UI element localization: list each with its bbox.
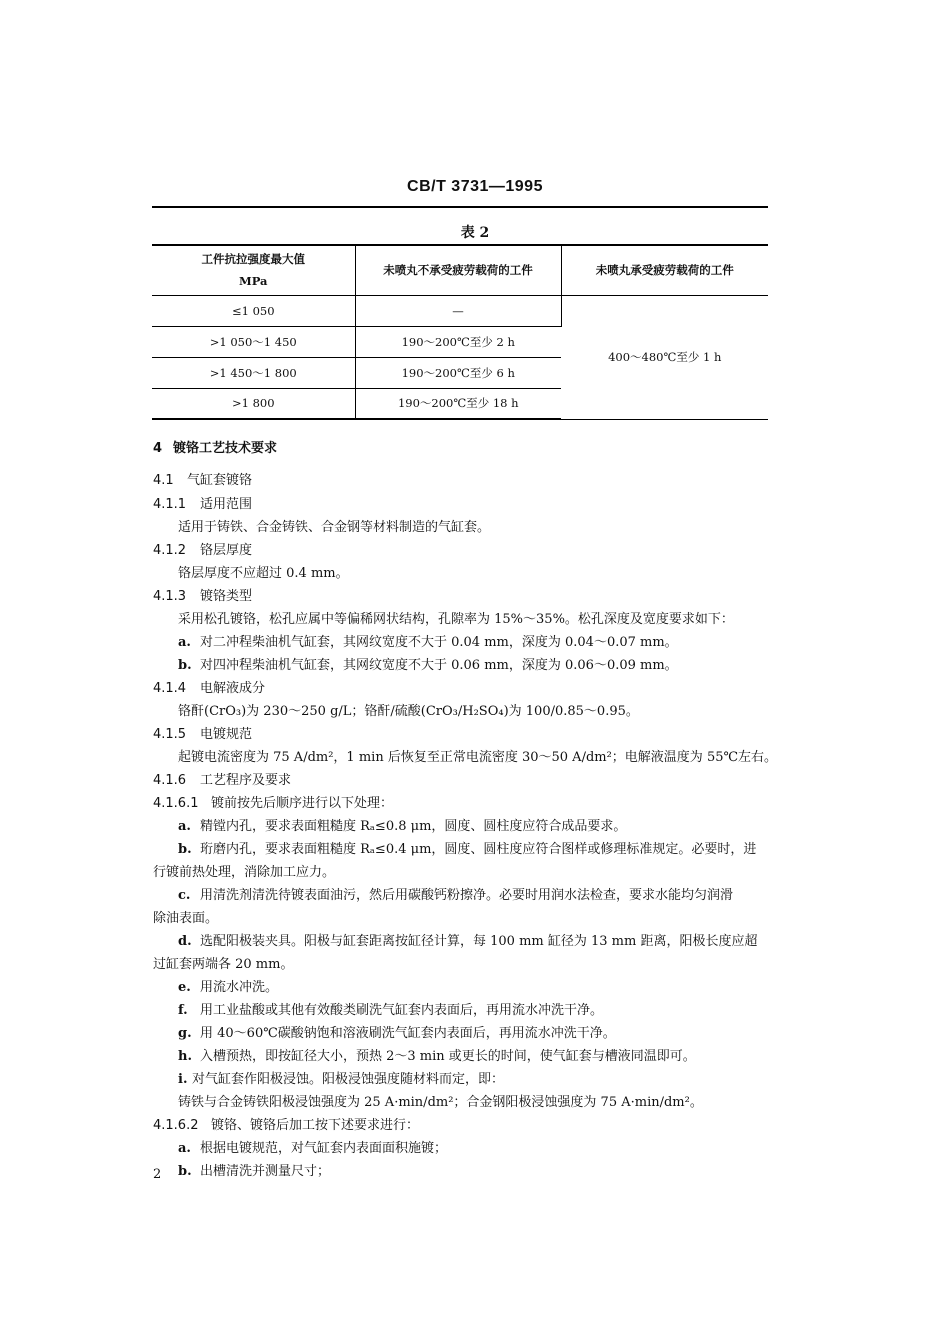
cell-strength: >1 450～1 800 bbox=[152, 357, 355, 388]
heading-4-1-2-number: 4.1.2 bbox=[153, 543, 187, 558]
section-4-heading bbox=[153, 438, 277, 460]
heading-4-1-2-title: 铬层厚度 bbox=[200, 543, 253, 558]
standard-header: CB/T 3731—1995 bbox=[407, 178, 543, 195]
cell-strength: >1 050～1 450 bbox=[152, 326, 355, 357]
item-label: a. bbox=[178, 1141, 191, 1156]
item-label: a. bbox=[178, 635, 191, 650]
item-label: i. bbox=[178, 1072, 188, 1087]
table-2 bbox=[152, 244, 768, 420]
list-item-4-1-3-a bbox=[178, 632, 678, 654]
heading-4-1-2 bbox=[153, 540, 252, 562]
paragraph-4-1-2: 铬层厚度不应超过 0.4 mm。 bbox=[178, 566, 349, 581]
section-4-title: 镀铬工艺技术要求 bbox=[173, 441, 278, 456]
heading-4-1-6-1-title: 镀前按先后顺序进行以下处理： bbox=[211, 796, 394, 811]
heading-4-1-6-2-number: 4.1.6.2 bbox=[153, 1118, 199, 1133]
item-label: g. bbox=[178, 1026, 192, 1041]
page-number: 2 bbox=[153, 1167, 162, 1182]
item-text: 用 40～60℃碳酸钠饱和溶液刷洗气缸套内表面后，再用流水冲洗干净。 bbox=[200, 1026, 616, 1041]
heading-4-1-3-number: 4.1.3 bbox=[153, 589, 187, 604]
heading-4-1-5 bbox=[153, 724, 252, 746]
header-fatigue: 未喷丸承受疲劳载荷的工件 bbox=[561, 245, 768, 295]
header-strength-label: 工件抗拉强度最大值 bbox=[201, 252, 305, 267]
heading-4-1-6-1-number: 4.1.6.1 bbox=[153, 796, 199, 811]
list-item-f bbox=[178, 1000, 603, 1022]
table-header-row bbox=[152, 245, 768, 295]
heading-4-1-6-1 bbox=[153, 793, 393, 815]
table-row bbox=[152, 295, 768, 326]
heading-4-1-4-title: 电解液成分 bbox=[200, 681, 266, 696]
header-strength bbox=[152, 245, 355, 295]
heading-4-1-4-number: 4.1.4 bbox=[153, 681, 187, 696]
heading-4-1 bbox=[153, 470, 252, 492]
item-text: 选配阳极装夹具。阳极与缸套距离按缸径计算，每 100 mm 缸径为 13 mm 距离，阳极长度应超 bbox=[200, 934, 758, 949]
heading-4-1-6-number: 4.1.6 bbox=[153, 773, 187, 788]
list-item-i-continuation: 铸铁与合金铸铁阳极浸蚀强度为 25 A·min/dm²；合金钢阳极浸蚀强度为 75 A·min/dm²。 bbox=[178, 1095, 703, 1110]
heading-4-1-1 bbox=[153, 494, 252, 516]
heading-4-1-1-number: 4.1.1 bbox=[153, 497, 187, 512]
item-text: 对二冲程柴油机气缸套，其网纹宽度不大于 0.04 mm，深度为 0.04～0.07 mm。 bbox=[200, 635, 678, 650]
heading-4-1-3 bbox=[153, 586, 252, 608]
heading-4-1-1-title: 适用范围 bbox=[200, 497, 253, 512]
list-item-4-1-6-2-a bbox=[178, 1138, 447, 1160]
item-text: 用流水冲洗。 bbox=[200, 980, 279, 995]
item-text: 精镗内孔，要求表面粗糙度 Rₐ≤0.8 μm，圆度、圆柱度应符合成品要求。 bbox=[200, 819, 627, 834]
item-label: f. bbox=[178, 1003, 188, 1018]
header-strength-unit: MPa bbox=[238, 274, 268, 289]
item-text: 对气缸套作阳极浸蚀。阳极浸蚀强度随材料而定，即： bbox=[192, 1072, 505, 1087]
paragraph-4-1-3: 采用松孔镀铬，松孔应属中等偏稀网状结构，孔隙率为 15%～35%。松孔深度及宽度要求如下： bbox=[178, 612, 734, 627]
cell-strength: ≤1 050 bbox=[152, 295, 355, 326]
cell-not-fatigue: 190～200℃至少 6 h bbox=[355, 357, 561, 388]
heading-4-1-5-number: 4.1.5 bbox=[153, 727, 187, 742]
section-4-number: 4 bbox=[153, 441, 163, 456]
item-text: 用工业盐酸或其他有效酸类刷洗气缸套内表面后，再用流水冲洗干净。 bbox=[200, 1003, 604, 1018]
paragraph-4-1-1: 适用于铸铁、合金铸铁、合金钢等材料制造的气缸套。 bbox=[178, 520, 491, 535]
cell-fatigue-merged: 400～480℃至少 1 h bbox=[561, 295, 768, 419]
list-item-c-continuation: 除油表面。 bbox=[153, 911, 219, 926]
item-label: b. bbox=[178, 658, 192, 673]
list-item-e bbox=[178, 977, 278, 999]
paragraph-4-1-4: 铬酐(CrO₃)为 230～250 g/L；铬酐/硫酸(CrO₃/H₂SO₄)为 100/0.85～0.95。 bbox=[178, 704, 639, 719]
list-item-g bbox=[178, 1023, 616, 1045]
list-item-d bbox=[178, 931, 757, 953]
table-caption: 表 2 bbox=[460, 225, 490, 241]
heading-4-1-4 bbox=[153, 678, 265, 700]
heading-4-1-6-2-title: 镀铬、镀铬后加工按下述要求进行： bbox=[211, 1118, 420, 1133]
list-item-i bbox=[178, 1069, 504, 1091]
item-text: 珩磨内孔，要求表面粗糙度 Rₐ≤0.4 μm，圆度、圆柱度应符合图样或修理标准规定。必要时，进 bbox=[200, 842, 757, 857]
header-rule bbox=[152, 206, 768, 208]
list-item-b bbox=[178, 839, 756, 861]
item-label: b. bbox=[178, 842, 192, 857]
item-label: b. bbox=[178, 1164, 192, 1179]
item-text: 出槽清洗并测量尺寸； bbox=[200, 1164, 331, 1179]
cell-not-fatigue: 190～200℃至少 18 h bbox=[355, 388, 561, 419]
list-item-d-continuation: 过缸套两端各 20 mm。 bbox=[153, 957, 294, 972]
list-item-h bbox=[178, 1046, 696, 1068]
item-text: 入槽预热，即按缸径大小，预热 2～3 min 或更长的时间，使气缸套与槽液同温即可。 bbox=[200, 1049, 696, 1064]
cell-strength: >1 800 bbox=[152, 388, 355, 419]
item-label: c. bbox=[178, 888, 191, 903]
heading-4-1-6 bbox=[153, 770, 291, 792]
list-item-c bbox=[178, 885, 733, 907]
heading-4-1-5-title: 电镀规范 bbox=[200, 727, 253, 742]
list-item-b-continuation: 行镀前热处理，消除加工应力。 bbox=[153, 865, 336, 880]
heading-4-1-6-2 bbox=[153, 1115, 419, 1137]
item-text: 根据电镀规范，对气缸套内表面面积施镀； bbox=[200, 1141, 448, 1156]
heading-4-1-3-title: 镀铬类型 bbox=[200, 589, 253, 604]
item-label: h. bbox=[178, 1049, 192, 1064]
list-item-4-1-3-b bbox=[178, 655, 678, 677]
item-label: a. bbox=[178, 819, 191, 834]
cell-not-fatigue: 190～200℃至少 2 h bbox=[355, 326, 561, 357]
item-label: e. bbox=[178, 980, 191, 995]
heading-4-1-number: 4.1 bbox=[153, 473, 174, 488]
list-item-4-1-6-2-b bbox=[178, 1161, 330, 1183]
paragraph-4-1-5: 起镀电流密度为 75 A/dm²，1 min 后恢复至正常电流密度 30～50 A/dm²；电解液温度为 55℃左右。 bbox=[178, 750, 778, 765]
item-text: 对四冲程柴油机气缸套，其网纹宽度不大于 0.06 mm，深度为 0.06～0.09 mm。 bbox=[200, 658, 678, 673]
heading-4-1-6-title: 工艺程序及要求 bbox=[200, 773, 292, 788]
item-label: d. bbox=[178, 934, 192, 949]
header-not-fatigue: 未喷丸不承受疲劳载荷的工件 bbox=[355, 245, 561, 295]
item-text: 用清洗剂清洗待镀表面油污，然后用碳酸钙粉擦净。必要时用润水法检查，要求水能均匀润滑 bbox=[200, 888, 734, 903]
heading-4-1-title: 气缸套镀铬 bbox=[187, 473, 253, 488]
cell-not-fatigue: — bbox=[355, 295, 561, 326]
list-item-a bbox=[178, 816, 626, 838]
